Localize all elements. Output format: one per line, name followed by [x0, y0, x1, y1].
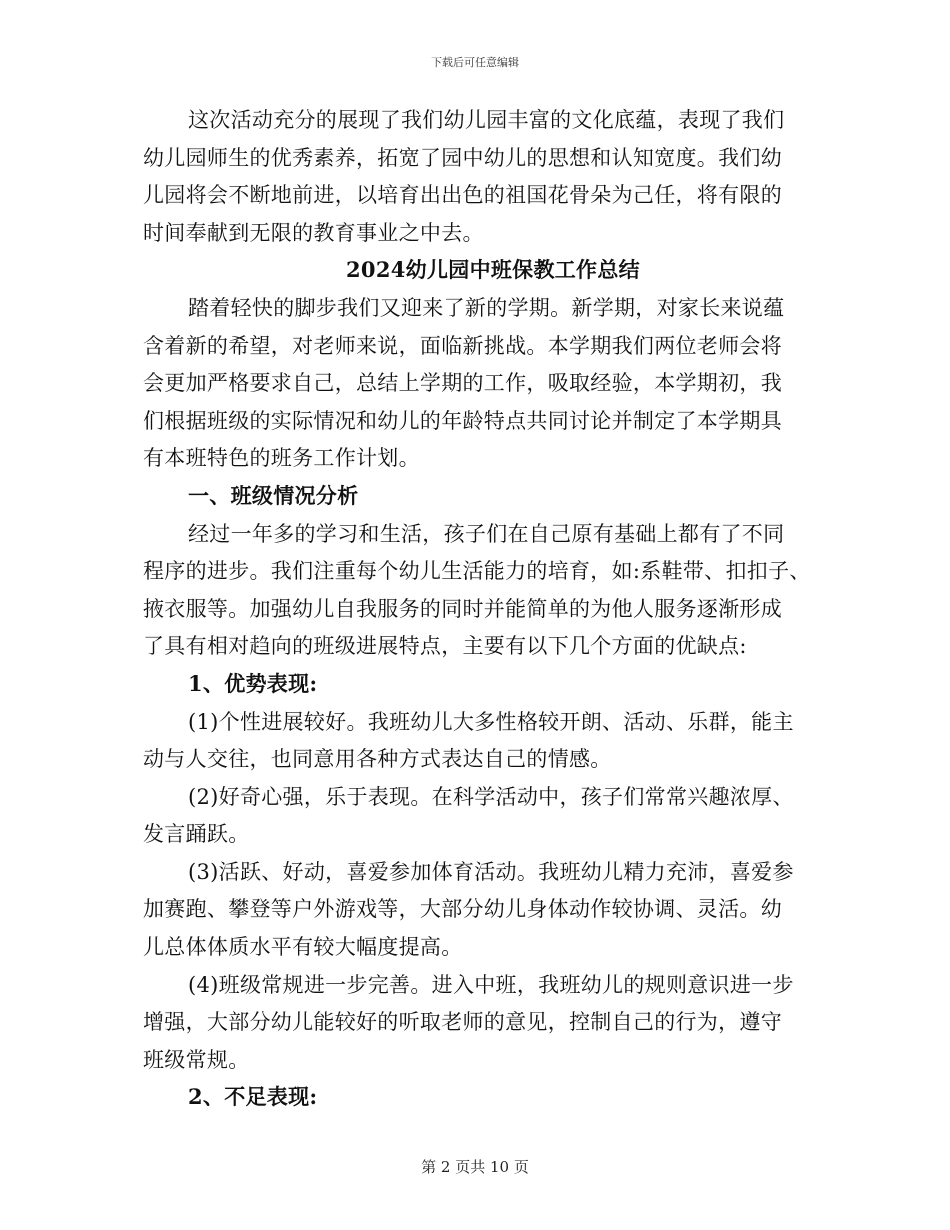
paragraph-line: 们根据班级的实际情况和幼儿的年龄特点共同讨论并制定了本学期具 — [143, 408, 782, 433]
paragraph-line: 幼儿园师生的优秀素养，拓宽了园中幼儿的思想和认知宽度。我们幼 — [143, 145, 782, 170]
paragraph-line: (4)班级常规进一步完善。进入中班，我班幼儿的规则意识进一步 — [188, 972, 794, 997]
paragraph-line: 程序的进步。我们注重每个幼儿生活能力的培育，如:系鞋带、扣扣子、 — [143, 559, 811, 584]
paragraph-line: 儿园将会不断地前进，以培育出出色的祖国花骨朵为己任，将有限的 — [143, 183, 782, 208]
paragraph-line: 加赛跑、攀登等户外游戏等，大部分幼儿身体动作较协调、灵活。幼 — [143, 897, 782, 922]
paragraph-line: (2)好奇心强，乐于表现。在科学活动中，孩子们常常兴趣浓厚、 — [188, 784, 794, 809]
paragraph-line: 班级常规。 — [143, 1047, 250, 1072]
paragraph-line: 动与人交往，也同意用各种方式表达自己的情感。 — [143, 747, 612, 772]
page-number-footer: 第 2 页共 10 页 — [421, 1158, 529, 1176]
paragraph-line: 经过一年多的学习和生活，孩子们在自己原有基础上都有了不同 — [188, 521, 785, 546]
paragraph-line: (1)个性进展较好。我班幼儿大多性格较开朗、活动、乐群，能主 — [188, 709, 794, 734]
subsection-heading: 1、优势表现: — [188, 670, 318, 696]
paragraph-line: 了具有相对趋向的班级进展特点，主要有以下几个方面的优缺点: — [143, 634, 747, 659]
paragraph-line: 儿总体体质水平有较大幅度提高。 — [143, 935, 463, 960]
paragraph-line: 时间奉献到无限的教育事业之中去。 — [143, 220, 484, 245]
paragraph-line: 发言踊跃。 — [143, 822, 250, 847]
paragraph-line: 掖衣服等。加强幼儿自我服务的同时并能简单的为他人服务逐渐形成 — [143, 596, 782, 621]
section-heading: 一、班级情况分析 — [188, 482, 359, 508]
document-body — [143, 108, 823, 1123]
page-header-note: 下载后可任意编辑 — [431, 56, 519, 69]
paragraph-line: 增强，大部分幼儿能较好的听取老师的意见，控制自己的行为，遵守 — [143, 1010, 782, 1035]
paragraph-line: 有本班特色的班务工作计划。 — [143, 446, 420, 471]
document-title: 2024幼儿园中班保教工作总结 — [346, 257, 640, 283]
paragraph-line: 会更加严格要求自己，总结上学期的工作，吸取经验，本学期初，我 — [143, 371, 782, 396]
subsection-heading: 2、不足表现: — [188, 1084, 318, 1110]
paragraph-line: 含着新的希望，对老师来说，面临新挑战。本学期我们两位老师会将 — [143, 333, 782, 358]
paragraph-line: 这次活动充分的展现了我们幼儿园丰富的文化底蕴，表现了我们 — [188, 108, 785, 132]
paragraph-line: (3)活跃、好动，喜爱参加体育活动。我班幼儿精力充沛，喜爱参 — [188, 859, 794, 884]
paragraph-line: 踏着轻快的脚步我们又迎来了新的学期。新学期，对家长来说蕴 — [188, 295, 785, 320]
